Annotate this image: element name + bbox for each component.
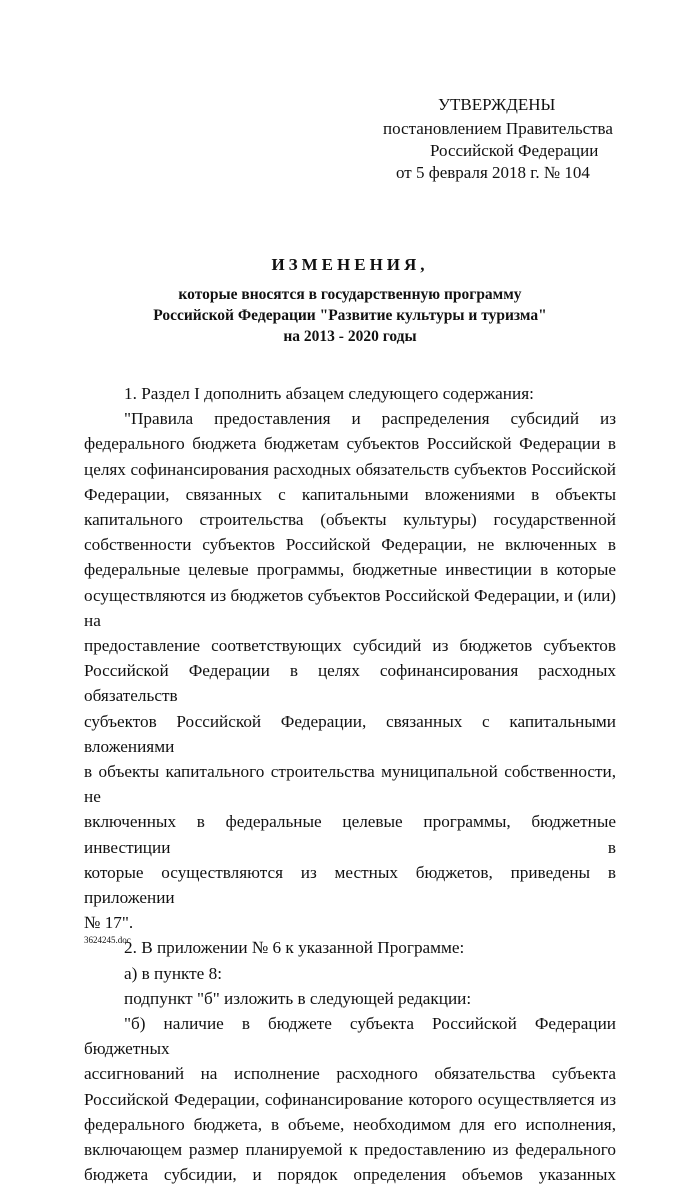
- body-line: федеральные целевые программы, бюджетные инвестиции в которые: [84, 560, 616, 580]
- heading-subtitle-2: Российской Федерации "Развитие культуры и туризма": [153, 307, 547, 324]
- body-line: осуществляются из бюджетов субъектов Российской Федерации, и (или) на: [84, 585, 616, 630]
- body-line: предоставление соответствующих субсидий из бюджетов субъектов: [84, 636, 616, 656]
- body-line: ассигнований на исполнение расходного обязательства субъекта: [84, 1064, 616, 1084]
- body-line: федерального бюджета бюджетам субъектов Российской Федерации в: [84, 434, 616, 454]
- body-line: № 17".: [84, 913, 134, 933]
- document-id: 3624245.doc: [84, 935, 131, 945]
- body-line: Российской Федерации в целях софинансирования расходных обязательств: [84, 661, 616, 706]
- body-line: собственности субъектов Российской Федерации, не включенных в: [84, 535, 616, 555]
- body-line: в объекты капитального строительства муниципальной собственности, не: [84, 762, 616, 807]
- body-line: бюджета субсидии, и порядок определения объемов указанных: [84, 1165, 616, 1185]
- body-line: а) в пункте 8:: [124, 963, 222, 983]
- body-line: Российской Федерации, софинансирование которого осуществляется из: [84, 1089, 616, 1109]
- approval-line-3: от 5 февраля 2018 г. № 104: [396, 163, 590, 182]
- body-line: которые осуществляются из местных бюджетов, приведены в приложении: [84, 862, 616, 908]
- body-line: "б) наличие в бюджете субъекта Российской Федерации бюджетных: [84, 1014, 616, 1059]
- body-line: целях софинансирования расходных обязательств субъектов Российской: [84, 459, 616, 479]
- body-line: "Правила предоставления и распределения субсидий из: [124, 409, 616, 429]
- document-heading: ИЗМЕНЕНИЯ,: [271, 255, 429, 274]
- body-line: капитального строительства (объекты культуры) государственной: [84, 510, 616, 530]
- approval-line-2: Российской Федерации: [430, 141, 599, 160]
- body-line: 2. В приложении № 6 к указанной Программе:: [124, 938, 465, 958]
- body-line: подпункт "б" изложить в следующей редакции:: [124, 988, 472, 1008]
- body-line: включающем размер планируемой к предоставлению из федерального: [84, 1140, 616, 1160]
- body-line: субъектов Российской Федерации, связанных с капитальными вложениями: [84, 711, 616, 756]
- approval-title: УТВЕРЖДЕНЫ: [438, 95, 556, 114]
- approval-line-1: постановлением Правительства: [383, 119, 613, 138]
- heading-subtitle-3: на 2013 - 2020 годы: [283, 328, 417, 345]
- document-body: [84, 381, 616, 1188]
- heading-subtitle-1: которые вносятся в государственную программу: [178, 286, 522, 303]
- body-line: включенных в федеральные целевые программы, бюджетные инвестиции в: [84, 812, 616, 857]
- body-line: Федерации, связанных с капитальными вложениями в объекты: [84, 484, 616, 504]
- body-line: 1. Раздел I дополнить абзацем следующего содержания:: [124, 384, 534, 403]
- body-line: федерального бюджета, в объеме, необходимом для его исполнения,: [84, 1114, 616, 1134]
